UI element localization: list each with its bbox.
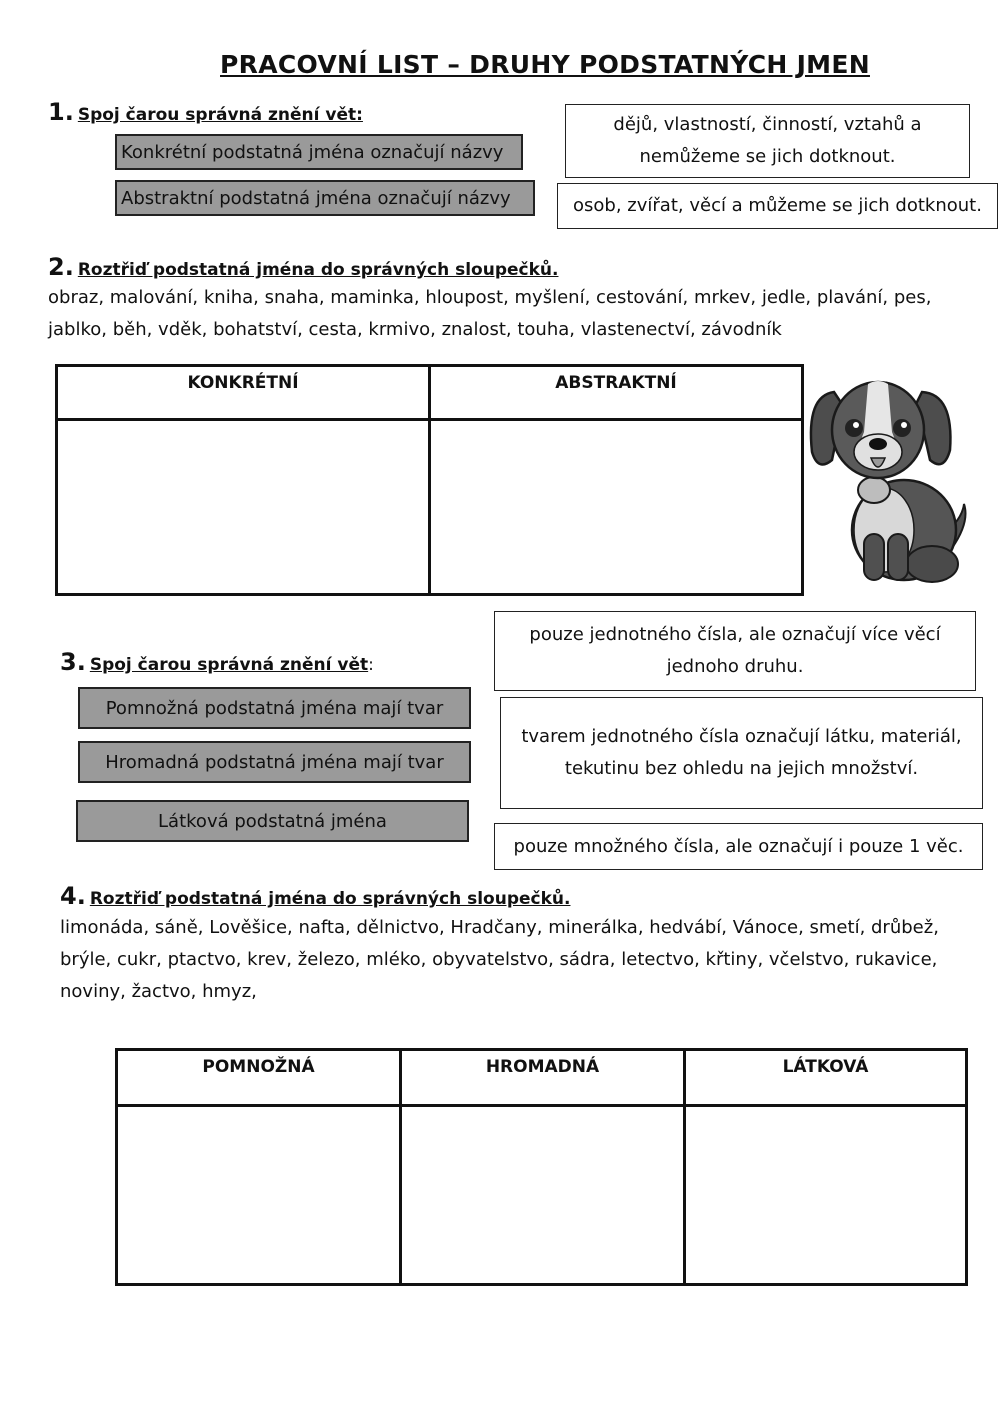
- section4-sort-table: [115, 1048, 968, 1286]
- column-header-pomnozna: POMNOŽNÁ: [118, 1051, 402, 1107]
- section3-right-item-1[interactable]: pouze jednotného čísla, ale označují více věcí jednoho druhu.: [494, 611, 976, 691]
- section3-heading-colon: :: [368, 655, 374, 675]
- section4-word-list: limonáda, sáně, Lověšice, nafta, dělnictvo, Hradčany, minerálka, hedvábí, Vánoce, smetí, drůbež, brýle, cukr, ptactvo, krev, železo, mléko, obyvatelstvo, sádra, letectvo, křtiny, včelstvo, rukavice, noviny, žactvo, hmyz,: [60, 917, 939, 1002]
- column-header-konkretni: KONKRÉTNÍ: [58, 367, 431, 421]
- section1-number: 1.: [48, 98, 74, 126]
- answer-cell-latkova[interactable]: [686, 1107, 965, 1283]
- puppy-illustration: [804, 372, 970, 587]
- section1-left-item-1[interactable]: Konkrétní podstatná jména označují názvy: [115, 134, 523, 170]
- section2-number: 2.: [48, 253, 74, 281]
- section3-left-item-2[interactable]: Hromadná podstatná jména mají tvar: [78, 741, 471, 783]
- section1-heading-text: Spoj čarou správná znění vět:: [77, 105, 363, 125]
- section1-heading: [48, 98, 363, 126]
- section2-heading-text: Roztřiď podstatná jména do správných sloupečků.: [77, 260, 559, 280]
- section3-number: 3.: [60, 648, 86, 676]
- section3-heading: [60, 648, 374, 676]
- column-header-latkova: LÁTKOVÁ: [686, 1051, 965, 1107]
- section4-heading: [60, 882, 570, 910]
- section4-number: 4.: [60, 882, 86, 910]
- section4-heading-text: Roztřiď podstatná jména do správných sloupečků.: [89, 889, 571, 909]
- page-title: PRACOVNÍ LIST – DRUHY PODSTATNÝCH JMEN: [220, 50, 870, 79]
- answer-cell-pomnozna[interactable]: [118, 1107, 402, 1283]
- section1-left-item-2[interactable]: Abstraktní podstatná jména označují názvy: [115, 180, 535, 216]
- section1-right-item-2[interactable]: osob, zvířat, věcí a můžeme se jich dotknout.: [557, 183, 998, 229]
- section3-left-item-3[interactable]: Látková podstatná jména: [76, 800, 469, 842]
- column-header-hromadna: HROMADNÁ: [402, 1051, 686, 1107]
- column-header-abstraktni: ABSTRAKTNÍ: [431, 367, 801, 421]
- section3-right-item-3[interactable]: pouze množného čísla, ale označují i pouze 1 věc.: [494, 823, 983, 870]
- section3-left-item-1[interactable]: Pomnožná podstatná jména mají tvar: [78, 687, 471, 729]
- section3-heading-text: Spoj čarou správná znění vět: [89, 655, 369, 675]
- section2-word-list: obraz, malování, kniha, snaha, maminka, hloupost, myšlení, cestování, mrkev, jedle, plavání, pes, jablko, běh, vděk, bohatství, cesta, krmivo, znalost, touha, vlastenectví, závodník: [48, 287, 932, 340]
- section2-heading: [48, 253, 558, 281]
- answer-cell-konkretni[interactable]: [58, 421, 431, 593]
- section1-right-item-1[interactable]: dějů, vlastností, činností, vztahů a nemůžeme se jich dotknout.: [565, 104, 970, 178]
- section3-right-item-2[interactable]: tvarem jednotného čísla označují látku, materiál, tekutinu bez ohledu na jejich množství.: [500, 697, 983, 809]
- answer-cell-hromadna[interactable]: [402, 1107, 686, 1283]
- section2-sort-table: [55, 364, 804, 596]
- answer-cell-abstraktni[interactable]: [431, 421, 801, 593]
